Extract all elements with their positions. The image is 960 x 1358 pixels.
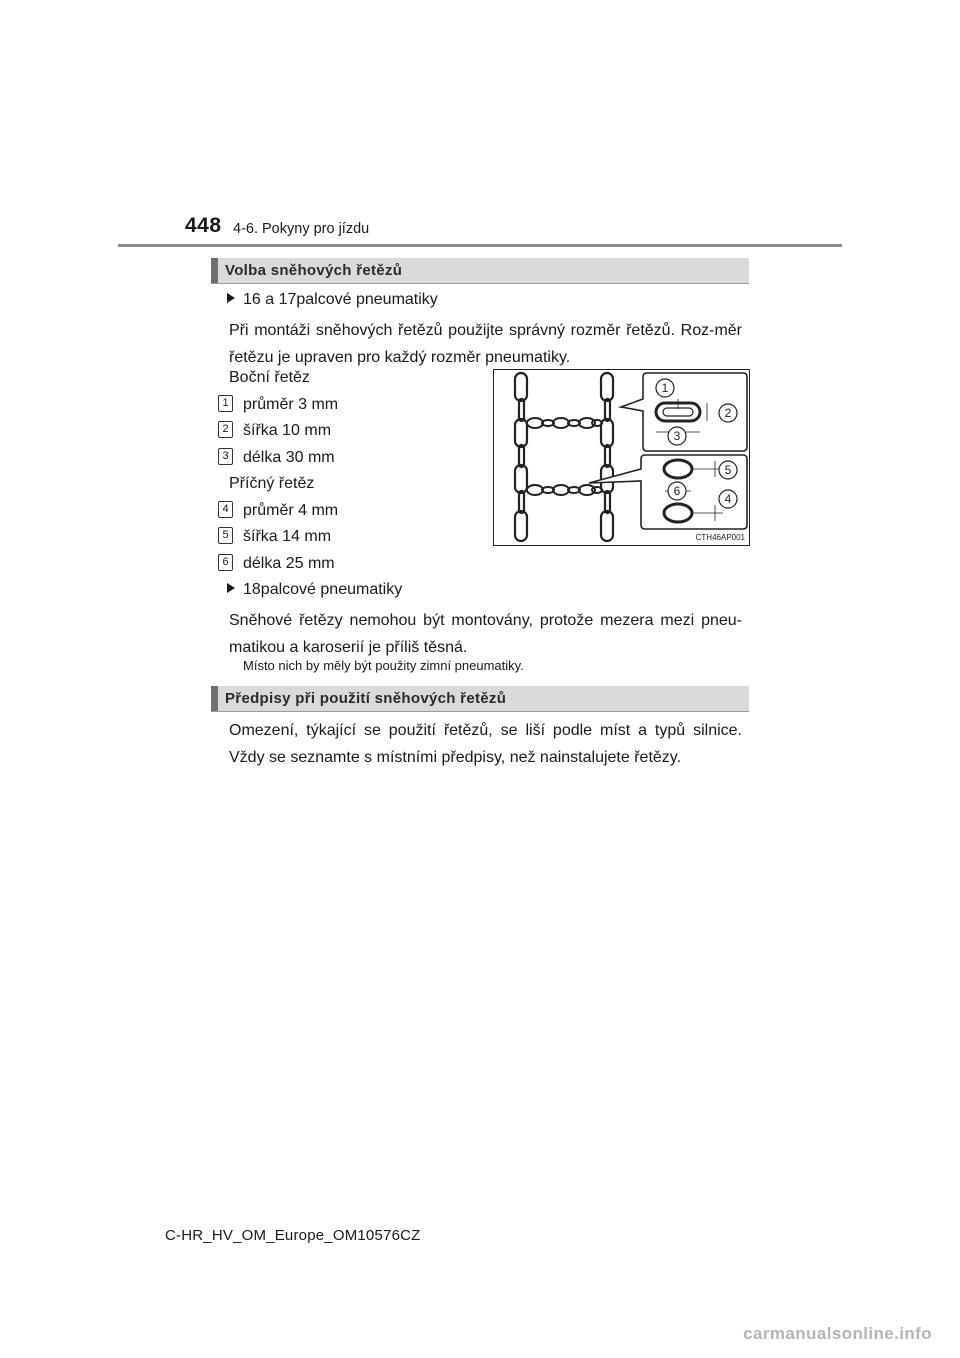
section-heading-text: Volba sněhových řetězů (225, 262, 403, 279)
item-text: průměr 3 mm (243, 396, 339, 413)
triangle-bullet-icon (227, 293, 235, 303)
callout-number: 1 (218, 395, 233, 412)
side-chain-label: Boční řetěz (229, 369, 310, 386)
bullet-text: 16 a 17palcové pneumatiky (243, 291, 438, 308)
section-heading-regulations (211, 686, 749, 712)
header-rule (118, 244, 842, 247)
bullet-18-inch (227, 581, 402, 599)
callout-number: 4 (218, 501, 233, 518)
figure-code: CTH46AP001 (695, 533, 745, 542)
watermark: carmanualsonline.info (743, 1324, 932, 1343)
snow-chain-figure (493, 369, 750, 546)
section-heading-text: Předpisy při použití sněhových řetězů (225, 690, 507, 707)
cross-chain-label: Příčný řetěz (229, 475, 315, 492)
item-text: šířka 14 mm (243, 528, 332, 545)
callout-number: 6 (218, 554, 233, 571)
heading-bar (211, 258, 218, 283)
figure-callout-5: 5 (724, 463, 732, 477)
section-heading-chain-selection (211, 258, 749, 284)
section-label: 4-6. Pokyny pro jízdu (233, 221, 370, 237)
document-code-footer: C-HR_HV_OM_Europe_OM10576CZ (165, 1227, 421, 1244)
figure-callout-2: 2 (724, 406, 732, 420)
figure-callout-1: 1 (661, 381, 669, 395)
note-winter-tyres: Místo nich by měly být použity zimní pneumatiky. (243, 658, 524, 673)
callout-number: 5 (218, 527, 233, 544)
figure-callout-6: 6 (673, 484, 681, 498)
triangle-bullet-icon (227, 583, 235, 593)
figure-callout-4: 4 (724, 492, 732, 506)
paragraph-no-chains: Sněhové řetězy nemohou být montovány, protože mezera mezi pneu-matikou a karoserií je příliš těsná. (229, 612, 742, 656)
bullet-text: 18palcové pneumatiky (243, 581, 403, 598)
item-text: délka 30 mm (243, 449, 335, 466)
callout-number: 2 (218, 421, 233, 438)
heading-bar (211, 686, 218, 711)
item-text: průměr 4 mm (243, 502, 339, 519)
paragraph-regulations: Omezení, týkající se použití řetězů, se liší podle míst a typů silnice. Vždy se seznamte s místními předpisy, než nainstalujete řetězy. (229, 722, 742, 766)
bullet-16-17-inch (227, 291, 438, 309)
paragraph-chain-size: Při montáži sněhových řetězů použijte správný rozměr řetězů. Roz-měr řetězu je upraven pro každý rozměr pneumatiky. (229, 322, 742, 366)
item-text: šířka 10 mm (243, 422, 332, 439)
item-text: délka 25 mm (243, 555, 335, 572)
figure-callout-3: 3 (673, 429, 681, 443)
page-number: 448 (185, 214, 222, 237)
callout-number: 3 (218, 448, 233, 465)
